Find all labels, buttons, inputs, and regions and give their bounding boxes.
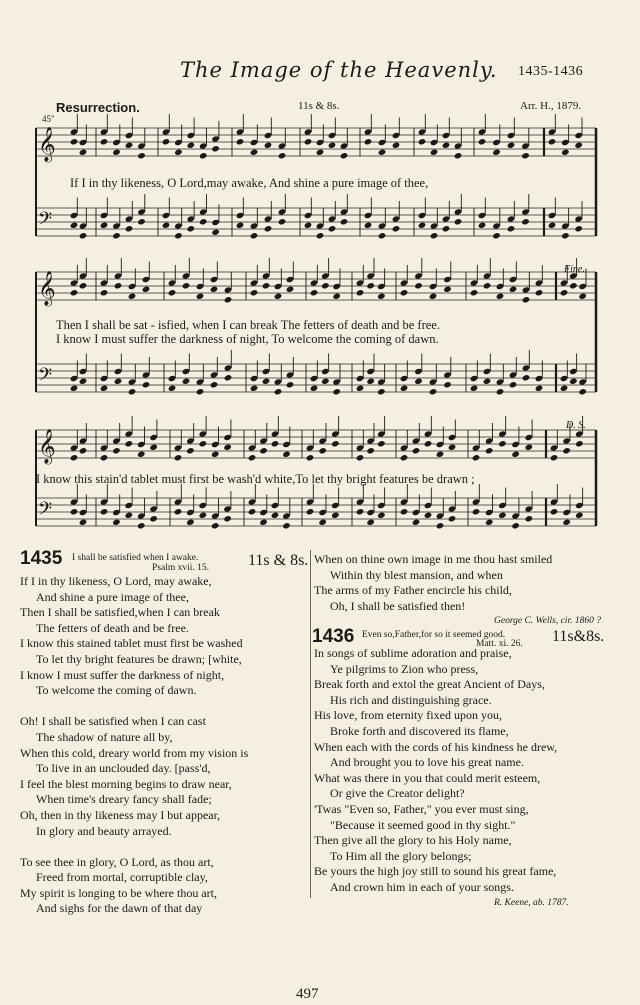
verse-line: Within thy blest mansion, and when	[330, 567, 503, 582]
note-head	[535, 289, 544, 296]
note-head	[306, 508, 315, 515]
note-head	[400, 385, 409, 392]
note-head	[321, 378, 330, 385]
note-head	[356, 289, 365, 296]
tune-meter: 11s & 8s.	[298, 100, 340, 112]
arranger-credit: Arr. H., 1879.	[520, 100, 582, 112]
score-lyrics-line-3: I know this stain'd tablet must first be wash'd white,To let thy bright features be drawn ;	[36, 472, 475, 486]
verse-line: Oh! I shall be satisfied when I can cast	[20, 714, 206, 729]
note-head	[472, 508, 481, 515]
note-head	[328, 225, 337, 232]
note-head	[174, 454, 183, 461]
note-head	[378, 232, 387, 239]
score-lyrics-line-2a: Then I shall be sat - isfied, when I can break The fetters of death and be free.	[56, 318, 440, 332]
note-head	[223, 444, 232, 451]
note-head	[377, 512, 386, 519]
note-head	[79, 232, 88, 239]
note-head	[548, 138, 557, 145]
note-head	[274, 293, 283, 300]
hymn-1435-meter: 11s & 8s.	[248, 552, 309, 569]
note-head	[575, 512, 584, 519]
note-head	[264, 142, 273, 149]
note-head	[328, 142, 337, 149]
note-head	[331, 440, 340, 447]
note-head	[511, 522, 520, 529]
hymn-1436-attribution: R. Keene, ab. 1787.	[494, 898, 569, 908]
note-head	[100, 454, 109, 461]
note-head	[128, 388, 137, 395]
note-head	[79, 282, 88, 289]
note-head	[436, 522, 445, 529]
note-head	[561, 232, 570, 239]
note-head	[100, 385, 109, 392]
note-head	[550, 508, 559, 515]
note-head	[378, 149, 387, 156]
hymn-1435-attribution: George C. Wells, cir. 1860 ?	[494, 616, 601, 626]
note-head	[535, 385, 544, 392]
hymn-1435-continuation	[314, 552, 634, 614]
note-head	[79, 149, 88, 156]
note-head	[282, 522, 291, 529]
tune-name: Resurrection.	[56, 100, 140, 115]
note-head	[262, 378, 271, 385]
note-head	[364, 138, 373, 145]
verse-line: I know this stained tablet must first be washed	[20, 636, 243, 651]
note-head	[236, 138, 245, 145]
note-head	[562, 447, 571, 454]
note-head	[442, 142, 451, 149]
verse-line: In songs of sublime adoration and praise,	[314, 646, 512, 660]
note-head	[79, 378, 88, 385]
bass-clef-icon: 𝄢	[38, 499, 53, 524]
note-head	[250, 289, 259, 296]
verse-line: And shine a pure image of thee,	[36, 589, 189, 604]
note-head	[509, 286, 518, 293]
tempo-mark: 45"	[42, 114, 55, 124]
note-head	[478, 222, 487, 229]
verse-line: Oh, I shall be satisfied then!	[330, 598, 466, 613]
column-divider	[310, 550, 311, 898]
verse-line: When this cold, dreary world from my vision is	[20, 745, 249, 760]
note-head	[496, 388, 505, 395]
note-head	[70, 289, 79, 296]
note-head	[414, 282, 423, 289]
hymn-1435-text	[20, 574, 308, 917]
verse-line: Freed from mortal, corruptible clay,	[36, 870, 208, 885]
note-head	[304, 138, 313, 145]
note-head	[522, 296, 531, 303]
verse-line: The shadow of nature all by,	[36, 729, 173, 744]
verse-line: Then I shall be satisfied,when I can break	[20, 605, 220, 620]
note-head	[316, 149, 325, 156]
note-head	[509, 381, 518, 388]
note-head	[578, 293, 587, 300]
note-head	[448, 444, 457, 451]
note-head	[248, 454, 257, 461]
verse-line: My spirit is longing to be where thou art,	[20, 885, 217, 900]
note-head	[412, 447, 421, 454]
verse-line: "Because it seemed good in thy sight."	[330, 817, 516, 832]
note-head	[137, 451, 146, 458]
note-head	[578, 388, 587, 395]
hymn-1436-reference: Even so,Father,for so it seemed good.	[362, 630, 506, 640]
verse-line: Be yours the high joy still to sound his great fame,	[314, 864, 557, 879]
note-head	[142, 286, 151, 293]
note-head	[79, 519, 88, 526]
verse-line: The fetters of death and be free.	[36, 620, 189, 635]
note-head	[125, 512, 134, 519]
note-head	[70, 222, 79, 229]
note-head	[400, 508, 409, 515]
note-head	[210, 381, 219, 388]
score-lyrics-line-1: If I in thy likeness, O Lord,may awake, And shine a pure image of thee,	[70, 176, 429, 190]
note-head	[521, 152, 530, 159]
note-head	[271, 512, 280, 519]
note-head	[485, 447, 494, 454]
note-head	[485, 519, 494, 526]
note-head	[70, 385, 79, 392]
note-head	[100, 508, 109, 515]
page-title: The Image of the Heavenly.	[180, 58, 498, 82]
note-head	[199, 218, 208, 225]
bass-clef-icon: 𝄢	[38, 209, 53, 234]
note-head	[168, 385, 177, 392]
note-head	[400, 289, 409, 296]
note-head	[282, 451, 291, 458]
note-head	[443, 286, 452, 293]
note-head	[332, 293, 341, 300]
note-head	[470, 385, 479, 392]
note-head	[316, 232, 325, 239]
verse-line: His rich and distinguishing grace.	[330, 692, 492, 707]
note-head	[112, 519, 121, 526]
note-head	[112, 149, 121, 156]
note-head	[306, 454, 315, 461]
note-head	[442, 225, 451, 232]
note-head	[199, 512, 208, 519]
note-head	[377, 388, 386, 395]
note-head	[286, 381, 295, 388]
hymn-number-range: 1435-1436	[518, 64, 584, 79]
note-head	[332, 388, 341, 395]
note-head	[356, 385, 365, 392]
note-head	[250, 232, 259, 239]
note-head	[321, 282, 330, 289]
page-number: 497	[296, 986, 319, 1002]
hymn-1435-number: 1435	[20, 548, 63, 569]
verse-line: His love, from eternity fixed upon you,	[314, 708, 502, 723]
note-head	[560, 385, 569, 392]
note-head	[418, 222, 427, 229]
verse-line: To let thy bright features be drawn; [white,	[36, 651, 242, 666]
note-head	[142, 381, 151, 388]
note-head	[168, 289, 177, 296]
note-head	[550, 454, 559, 461]
hymn-1435-scripture: Psalm xvii. 15.	[152, 563, 210, 573]
verse-line	[20, 699, 308, 715]
note-head	[366, 447, 375, 454]
note-head	[340, 152, 349, 159]
note-head	[162, 138, 171, 145]
verse-line: In glory and beauty arrayed.	[36, 823, 172, 838]
note-head	[366, 519, 375, 526]
note-head	[100, 222, 109, 229]
note-head	[149, 444, 158, 451]
note-head	[70, 454, 79, 461]
note-head	[331, 512, 340, 519]
verse-line: Or give the Creator delight?	[330, 786, 465, 801]
note-head	[472, 454, 481, 461]
note-head	[128, 293, 137, 300]
note-head	[562, 519, 571, 526]
note-head	[114, 282, 123, 289]
note-head	[412, 519, 421, 526]
verse-line: When on thine own image in me thou hast smiled	[314, 552, 553, 566]
note-head	[112, 447, 121, 454]
note-head	[236, 222, 245, 229]
note-head	[454, 218, 463, 225]
note-head	[187, 142, 196, 149]
note-head	[196, 388, 205, 395]
verse-line: And brought you to love his great name.	[330, 755, 524, 770]
note-head	[174, 149, 183, 156]
note-head	[223, 515, 232, 522]
score-lyrics-line-2b: I know I must suffer the darkness of night, To welcome the coming of dawn.	[56, 332, 439, 346]
note-head	[137, 218, 146, 225]
note-head	[125, 440, 134, 447]
verse-line: To live in an unclouded day. [pass'd,	[36, 761, 211, 776]
note-head	[483, 378, 492, 385]
note-head	[70, 138, 79, 145]
note-head	[174, 232, 183, 239]
verse-line: And sighs for the dawn of that day	[36, 901, 203, 916]
note-head	[400, 454, 409, 461]
note-head	[262, 282, 271, 289]
note-head	[498, 512, 507, 519]
note-head	[448, 515, 457, 522]
note-head	[137, 152, 146, 159]
note-head	[211, 522, 220, 529]
note-head	[507, 142, 516, 149]
verse-line: Oh, then in thy likeness may I but appear,	[20, 807, 221, 822]
note-head	[199, 152, 208, 159]
note-head	[356, 454, 365, 461]
note-head	[574, 225, 583, 232]
verse-line: I know I must suffer the darkness of night,	[20, 667, 225, 682]
note-head	[492, 232, 501, 239]
note-head	[250, 385, 259, 392]
verse-line: Then give all the glory to his Holy name,	[314, 833, 512, 848]
note-head	[340, 218, 349, 225]
note-head	[186, 447, 195, 454]
note-head	[310, 289, 319, 296]
note-head	[424, 512, 433, 519]
note-head	[149, 515, 158, 522]
note-head	[366, 282, 375, 289]
note-head	[478, 138, 487, 145]
note-head	[364, 222, 373, 229]
note-head	[211, 451, 220, 458]
note-head	[271, 440, 280, 447]
note-head	[569, 282, 578, 289]
note-head	[430, 232, 439, 239]
note-head	[507, 225, 516, 232]
verse-line: To welcome the coming of dawn.	[36, 683, 197, 698]
verse-line: If I in thy likeness, O Lord, may awake,	[20, 574, 212, 588]
fine-mark: Fine.	[564, 264, 585, 275]
note-head	[429, 388, 438, 395]
note-head	[224, 374, 233, 381]
note-head	[182, 378, 191, 385]
note-head	[278, 152, 287, 159]
note-head	[525, 444, 534, 451]
note-head	[174, 508, 183, 515]
bass-clef-icon: 𝄢	[38, 365, 53, 390]
verse-line: To see thee in glory, O Lord, as thou art,	[20, 854, 214, 869]
note-head	[318, 447, 327, 454]
note-head	[137, 522, 146, 529]
note-head	[274, 388, 283, 395]
note-head	[574, 142, 583, 149]
treble-clef-icon: 𝄞	[38, 429, 56, 464]
note-head	[548, 222, 557, 229]
note-head	[511, 451, 520, 458]
note-head	[182, 282, 191, 289]
note-head	[187, 225, 196, 232]
note-head	[211, 145, 220, 152]
note-head	[162, 222, 171, 229]
note-head	[286, 286, 295, 293]
note-head	[125, 225, 134, 232]
verse-line: 'Twas "Even so, Father," you ever must sing,	[314, 801, 529, 816]
note-head	[521, 218, 530, 225]
note-head	[70, 508, 79, 515]
note-head	[483, 282, 492, 289]
hymn-1435-reference: I shall be satisfied when I awake.	[72, 553, 199, 563]
hymn-1436-meter: 11s&8s.	[552, 628, 605, 645]
note-head	[498, 440, 507, 447]
note-head	[356, 508, 365, 515]
hymn-1436-number: 1436	[312, 626, 355, 647]
note-head	[310, 385, 319, 392]
verse-line: The arms of my Father encircle his child,	[314, 583, 512, 598]
note-head	[392, 142, 401, 149]
note-head	[196, 293, 205, 300]
note-head	[318, 519, 327, 526]
note-head	[211, 229, 220, 236]
note-head	[470, 289, 479, 296]
note-head	[418, 138, 427, 145]
verse-line: I feel the blest morning begins to draw near,	[20, 776, 232, 791]
note-head	[496, 293, 505, 300]
treble-clef-icon: 𝄞	[38, 271, 56, 306]
note-head	[304, 222, 313, 229]
note-head	[560, 289, 569, 296]
verse-line: And crown him in each of your songs.	[330, 879, 514, 894]
note-head	[125, 142, 134, 149]
verse-line	[20, 839, 308, 855]
verse-line: Broke forth and discovered its flame,	[330, 723, 509, 738]
hymn-1436-text	[314, 646, 634, 896]
note-head	[114, 378, 123, 385]
note-head	[525, 515, 534, 522]
note-head	[492, 149, 501, 156]
note-head	[278, 218, 287, 225]
verse-line: When time's dreary fancy shall fade;	[36, 792, 212, 807]
note-head	[454, 152, 463, 159]
verse-line: What was there in you that could merit esteem,	[314, 770, 541, 785]
note-head	[186, 519, 195, 526]
note-head	[264, 225, 273, 232]
note-head	[259, 519, 268, 526]
note-head	[250, 149, 259, 156]
note-head	[366, 378, 375, 385]
note-head	[443, 381, 452, 388]
note-head	[575, 440, 584, 447]
note-head	[210, 286, 219, 293]
note-head	[199, 440, 208, 447]
note-head	[112, 232, 121, 239]
note-head	[561, 149, 570, 156]
hymn-1436-scripture: Matt. xi. 26.	[476, 639, 523, 649]
note-head	[377, 440, 386, 447]
verse-line: Break forth and extol the great Ancient of Days,	[314, 677, 545, 692]
note-head	[436, 451, 445, 458]
note-head	[392, 225, 401, 232]
treble-clef-icon: 𝄞	[38, 127, 56, 162]
note-head	[414, 378, 423, 385]
note-head	[430, 149, 439, 156]
note-head	[429, 293, 438, 300]
verse-line: To Him all the glory belongs;	[330, 848, 472, 863]
note-head	[424, 440, 433, 447]
note-head	[224, 296, 233, 303]
note-head	[522, 374, 531, 381]
note-head	[377, 293, 386, 300]
ds-mark: D. S.	[566, 420, 586, 431]
note-head	[259, 447, 268, 454]
verse-line: Ye pilgrims to Zion who press,	[330, 661, 479, 676]
note-head	[79, 447, 88, 454]
note-head	[100, 289, 109, 296]
verse-line: When each with the cords of his kindness he drew,	[314, 739, 558, 754]
note-head	[569, 378, 578, 385]
note-head	[248, 508, 257, 515]
note-head	[100, 138, 109, 145]
